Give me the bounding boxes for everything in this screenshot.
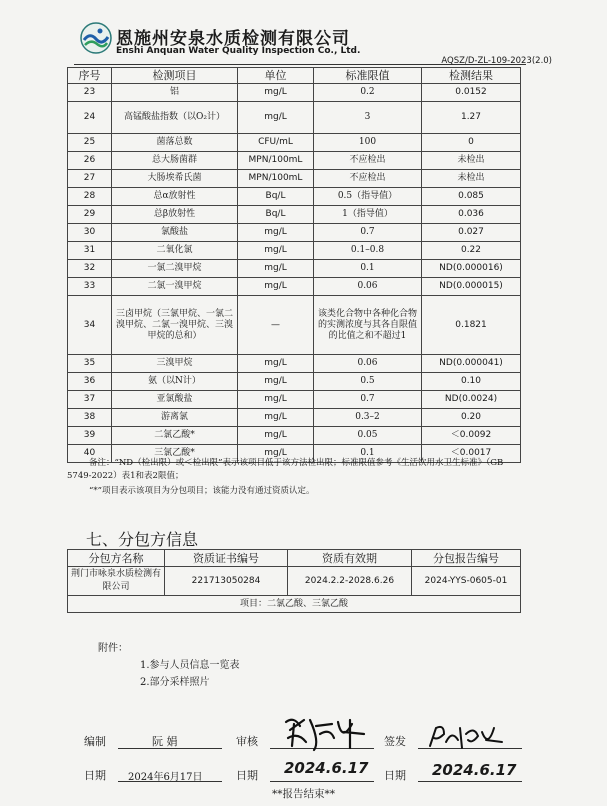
row-item: 氨（以N计） (112, 373, 238, 391)
row-no: 40 (68, 445, 112, 463)
col-header-item: 检测项目 (112, 68, 238, 84)
header-rule (74, 64, 526, 65)
review-date: 2024.6.17 (284, 759, 369, 777)
sub-col-report: 分包报告编号 (412, 550, 521, 567)
results-table (67, 67, 521, 463)
table-row (68, 134, 521, 152)
row-limit: 0.7 (314, 224, 422, 242)
row-result: 0.10 (422, 373, 521, 391)
row-limit: 0.1 (314, 445, 422, 463)
row-result: 0.22 (422, 242, 521, 260)
row-no: 38 (68, 409, 112, 427)
row-item: 大肠埃希氏菌 (112, 170, 238, 188)
row-no: 35 (68, 355, 112, 373)
row-item: 二氯一溴甲烷 (112, 278, 238, 296)
table-row (68, 391, 521, 409)
document-number: AQSZ/D-ZL-109-2023(2.0) (441, 56, 552, 66)
sub-report: 2024-YYS-0605-01 (412, 567, 521, 596)
row-limit: 0.7 (314, 391, 422, 409)
report-header (80, 22, 560, 68)
row-unit: Bq/L (238, 206, 314, 224)
row-unit: mg/L (238, 278, 314, 296)
row-item: 二氯乙酸* (112, 427, 238, 445)
compile-date-label: 日期 (84, 769, 106, 782)
row-limit: 该类化合物中各种化合物的实测浓度与其各自限值的比值之和不超过1 (314, 296, 422, 355)
row-no: 29 (68, 206, 112, 224)
row-item: 三卤甲烷（三氯甲烷、一氯二溴甲烷、二氯一溴甲烷、三溴甲烷的总和） (112, 296, 238, 355)
row-no: 39 (68, 427, 112, 445)
table-row (68, 373, 521, 391)
attachments-label: 附件： (98, 643, 128, 654)
row-limit: 0.5 (314, 373, 422, 391)
row-unit: MPN/100mL (238, 170, 314, 188)
table-row (68, 206, 521, 224)
company-name-en: Enshi Anquan Water Quality Inspection Co., Ltd. (116, 46, 361, 56)
row-item: 高锰酸盐指数（以O₂计） (112, 102, 238, 134)
row-item: 总α放射性 (112, 188, 238, 206)
company-logo-icon (80, 22, 112, 54)
row-no: 23 (68, 84, 112, 102)
table-row (68, 296, 521, 355)
row-limit: 0.05 (314, 427, 422, 445)
row-result: 未检出 (422, 170, 521, 188)
sub-col-cert: 资质证书编号 (165, 550, 288, 567)
row-item: 一氯二溴甲烷 (112, 260, 238, 278)
row-unit: mg/L (238, 224, 314, 242)
row-no: 28 (68, 188, 112, 206)
attachments (98, 640, 240, 691)
row-limit: 不应检出 (314, 152, 422, 170)
row-result: ND(0.0024) (422, 391, 521, 409)
table-row (68, 355, 521, 373)
row-no: 36 (68, 373, 112, 391)
review-date-label: 日期 (236, 769, 258, 782)
row-result: 0.085 (422, 188, 521, 206)
table-row (68, 188, 521, 206)
row-item: 菌落总数 (112, 134, 238, 152)
table-row (68, 84, 521, 102)
row-limit: 0.06 (314, 278, 422, 296)
table-row (68, 409, 521, 427)
row-result: 0.027 (422, 224, 521, 242)
table-row (68, 224, 521, 242)
row-unit: Bq/L (238, 188, 314, 206)
row-no: 26 (68, 152, 112, 170)
row-unit: CFU/mL (238, 134, 314, 152)
row-no: 32 (68, 260, 112, 278)
row-item: 二氧化氯 (112, 242, 238, 260)
row-limit: 0.2 (314, 84, 422, 102)
row-unit: mg/L (238, 242, 314, 260)
sub-col-valid: 资质有效期 (288, 550, 412, 567)
table-header-row (68, 68, 521, 84)
row-no: 34 (68, 296, 112, 355)
row-unit: mg/L (238, 445, 314, 463)
row-unit: mg/L (238, 409, 314, 427)
sub-col-name: 分包方名称 (68, 550, 165, 567)
table-row (68, 260, 521, 278)
subcontractor-table (67, 549, 521, 613)
col-header-limit: 标准限值 (314, 68, 422, 84)
row-item: 三氯乙酸* (112, 445, 238, 463)
reviewer-signature-icon (280, 712, 370, 756)
row-item: 亚氯酸盐 (112, 391, 238, 409)
row-unit: MPN/100mL (238, 152, 314, 170)
attachment-item-1: 1.参与人员信息一览表 (140, 660, 240, 671)
row-unit: mg/L (238, 427, 314, 445)
row-limit: 0.1 (314, 260, 422, 278)
report-end: **报告结束** (272, 788, 335, 800)
row-item: 总β放射性 (112, 206, 238, 224)
table-row (68, 152, 521, 170)
row-no: 30 (68, 224, 112, 242)
company-name-cn: 恩施州安泉水质检测有限公司 (116, 29, 350, 49)
row-result: ND(0.000015) (422, 278, 521, 296)
sub-cert: 221713050284 (165, 567, 288, 596)
table-row (68, 427, 521, 445)
table-body (68, 84, 521, 463)
issuer-signature-icon (426, 720, 506, 754)
row-item: 氯酸盐 (112, 224, 238, 242)
row-item: 游离氯 (112, 409, 238, 427)
row-unit: — (238, 296, 314, 355)
compiler-name: 阮 娟 (152, 735, 178, 748)
table-row (68, 170, 521, 188)
note-line-1: 备注：“ND（检出限）或＜检出限”表示该项目低于该方法检出限；标准限值参考《生活饮用水卫生标准》（GB 5749-2022）表1和表2限值； (67, 458, 504, 481)
compiler-label: 编制 (84, 735, 106, 748)
row-limit: 0.5（指导值） (314, 188, 422, 206)
row-limit: 3 (314, 102, 422, 134)
row-no: 37 (68, 391, 112, 409)
issue-date-line (418, 781, 522, 782)
note-line-2: “*”项目表示该项目为分包项目；该能力没有通过资质认定。 (89, 486, 315, 496)
reviewer-label: 审核 (236, 735, 258, 748)
row-limit: 不应检出 (314, 170, 422, 188)
row-result: 0.1821 (422, 296, 521, 355)
row-result: ND(0.000041) (422, 355, 521, 373)
row-limit: 100 (314, 134, 422, 152)
row-result: 0.0152 (422, 84, 521, 102)
issue-date: 2024.6.17 (432, 761, 517, 779)
row-no: 25 (68, 134, 112, 152)
row-result: 0 (422, 134, 521, 152)
row-unit: mg/L (238, 355, 314, 373)
row-limit: 0.1–0.8 (314, 242, 422, 260)
sub-data-row (68, 567, 521, 596)
issuer-label: 签发 (384, 735, 406, 748)
row-result: 1.27 (422, 102, 521, 134)
row-unit: mg/L (238, 391, 314, 409)
sub-valid: 2024.2.2-2028.6.26 (288, 567, 412, 596)
row-result: 0.20 (422, 409, 521, 427)
row-limit: 0.06 (314, 355, 422, 373)
row-no: 27 (68, 170, 112, 188)
table-row (68, 242, 521, 260)
row-item: 总大肠菌群 (112, 152, 238, 170)
row-unit: mg/L (238, 102, 314, 134)
row-result: 0.036 (422, 206, 521, 224)
row-unit: mg/L (238, 84, 314, 102)
sub-header-row (68, 550, 521, 567)
row-result: ND(0.000016) (422, 260, 521, 278)
sub-items-row (68, 596, 521, 613)
row-no: 31 (68, 242, 112, 260)
attachment-item-2: 2.部分采样照片 (140, 677, 210, 688)
row-no: 33 (68, 278, 112, 296)
row-result: 未检出 (422, 152, 521, 170)
row-item: 三溴甲烷 (112, 355, 238, 373)
table-row (68, 278, 521, 296)
sub-name: 荆门市咏泉水质检测有限公司 (68, 567, 165, 596)
row-unit: mg/L (238, 373, 314, 391)
row-no: 24 (68, 102, 112, 134)
row-result: ＜0.0092 (422, 427, 521, 445)
table-row (68, 102, 521, 134)
row-limit: 1（指导值） (314, 206, 422, 224)
col-header-no: 序号 (68, 68, 112, 84)
issue-date-label: 日期 (384, 769, 406, 782)
sub-items: 项目：二氯乙酸、三氯乙酸 (68, 596, 521, 613)
row-item: 铝 (112, 84, 238, 102)
section-title-subcontractor: 七、分包方信息 (86, 530, 199, 549)
compile-date: 2024年6月17日 (128, 772, 203, 783)
col-header-result: 检测结果 (422, 68, 521, 84)
col-header-unit: 单位 (238, 68, 314, 84)
row-limit: 0.3–2 (314, 409, 422, 427)
row-result: ＜0.0017 (422, 445, 521, 463)
row-unit: mg/L (238, 260, 314, 278)
review-date-line (270, 781, 374, 782)
